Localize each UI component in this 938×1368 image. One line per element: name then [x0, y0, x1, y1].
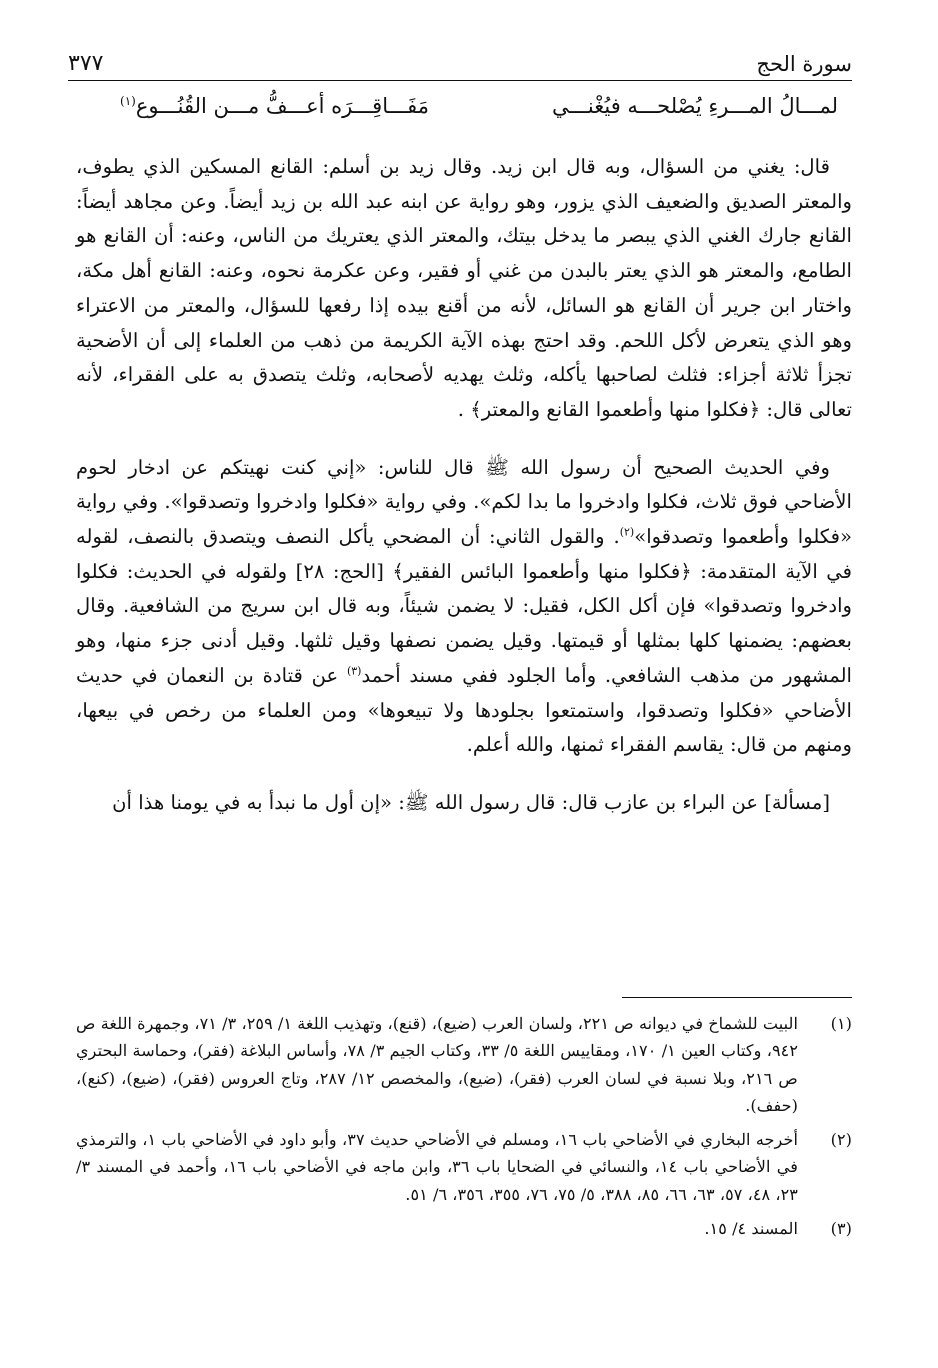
verse-hemistich-second: مَفَـــاقِـــرَه أعـــفُّ مـــن القُنُـــوع$^{(١)}$ [120, 94, 429, 118]
paragraph: قال: يغني من السؤال، وبه قال ابن زيد. وقال زيد بن أسلم: القانع المسكين الذي يطوف، والمعتر الصديق والضعيف الذي يزور، وهو رواية عن ابنه عبد الله بن زيد أيضاً. وعن مجاهد أيضاً: القانع جارك الغني الذي يبصر ما يدخل بيتك، والمعتر الذي يعتريك من الناس، وعنه: أن القانع هو الطامع، والمعتر هو الذي يعتر بالبدن من غني أو فقير، وعن عكرمة نحوه، وعنه: القانع أهل مكة، واختار ابن جرير أن القانع هو السائل، لأنه من أقنع بيده إذا رفعها للسؤال، والمعتر من الاعتراء وهو الذي يتعرض لأكل اللحم. وقد احتج بهذه الآية الكريمة من ذهب من العلماء إلى أن الأضحية تجزأ ثلاثة أجزاء: فثلث لصاحبها يأكله، وثلث يهديه لأصحابه، وثلث يتصدق به على الفقراء، لأنه تعالى قال: ﴿فكلوا منها وأطعموا القانع والمعتر﴾ . [76, 155, 852, 421]
main-text [76, 150, 852, 821]
footnote-ref[interactable]: (١) [120, 94, 136, 108]
footnote [76, 1215, 852, 1242]
footnote-ref[interactable]: (٣) [346, 664, 362, 678]
poetry-verse [120, 86, 838, 126]
surah-title: سورة الحج [756, 52, 852, 76]
footnote [76, 1126, 852, 1208]
footnote-text: البيت للشماخ في ديوانه ص ٢٢١، ولسان العرب (ضيع)، (قنع)، وتهذيب اللغة ١/ ٢٥٩، ٣/ ٧١، وجمهرة اللغة ص ٩٤٢، وكتاب العين ١/ ١٧٠، ومقاييس اللغة ٥/ ٣٣، وكتاب الجيم ٣/ ٧٨، وأساس البلاغة (فقر)، وحماسة البحتري ص ٢١٦، وبلا نسبة في لسان العرب (فقر)، (ضيع)، والمخصص ١٢/ ٢٨٧، وتاج العروس (فقر)، (ضيع)، (كنع)، (حفف). [76, 1014, 799, 1115]
footnote-number: (١) [830, 1014, 852, 1033]
footnote-text: المسند ٤/ ١٥. [704, 1219, 798, 1239]
footnote-text: أخرجه البخاري في الأضاحي باب ١٦، ومسلم في الأضاحي حديث ٣٧، وأبو داود في الأضاحي باب ١، والترمذي في الأضاحي باب ١٤، والنسائي في الضحايا باب ٣٦، وابن ماجه في الأضاحي باب ١٦، وأحمد في المسند ٣/ ٢٣، ٤٨، ٥٧، ٦٣، ٦٦، ٨٥، ٣٨٨، ٥/ ٧٥، ٧٦، ٣٥٥، ٣٥٦، ٦/ ٥١. [76, 1130, 799, 1204]
footnotes [76, 1010, 852, 1249]
paragraph: [مسألة] عن البراء بن عازب قال: قال رسول الله ﷺ: «إن أول ما نبدأ به في يومنا هذا أن [112, 790, 830, 814]
footnote-number: (٢) [830, 1130, 852, 1150]
verse-hemistich-first: لمـــالُ المـــرءِ يُصْلحـــه فيُغْنـــي [551, 94, 838, 118]
footnote [76, 1010, 852, 1119]
footnote-ref[interactable]: (٢) [619, 525, 635, 539]
paragraph: وفي الحديث الصحيح أن رسول الله ﷺ قال للناس: «إني كنت نهيتكم عن ادخار لحوم الأضاحي فوق ثلاث، فكلوا وادخروا ما بدا لكم». وفي رواية «فكلوا وادخروا وتصدقوا». وفي رواية «فكلوا وأطعموا وتصدقوا»$^{(٢)}$. والقول الثاني: أن المضحي يأكل النصف ويتصدق بالنصف، لقوله في الآية المتقدمة: ﴿فكلوا منها وأطعموا البائس الفقير﴾ [الحج: ٢٨] ولقوله في الحديث: فكلوا وادخروا وتصدقوا» فإن أكل الكل، فقيل: لا يضمن شيئاً، وبه قال ابن سريج من الشافعية. وقال بعضهم: يضمنها كلها بمثلها أو قيمتها. وقيل يضمن نصفها وقيل ثلثها. وقيل أدنى جزء منها، وهو المشهور من مذهب الشافعي. وأما الجلود ففي مسند أحمد$^{(٣)}$ عن قتادة بن النعمان في حديث الأضاحي «فكلوا وتصدقوا، واستمتعوا بجلودها ولا تبيعوها» ومن العلماء من رخص في بيعها، ومنهم من قال: يقاسم الفقراء ثمنها، والله أعلم. [76, 455, 853, 757]
header-divider [68, 80, 852, 81]
footnote-number: (٣) [830, 1219, 852, 1239]
footnote-divider [622, 997, 852, 998]
page-number: ٣٧٧ [68, 51, 104, 76]
running-head [68, 42, 852, 76]
